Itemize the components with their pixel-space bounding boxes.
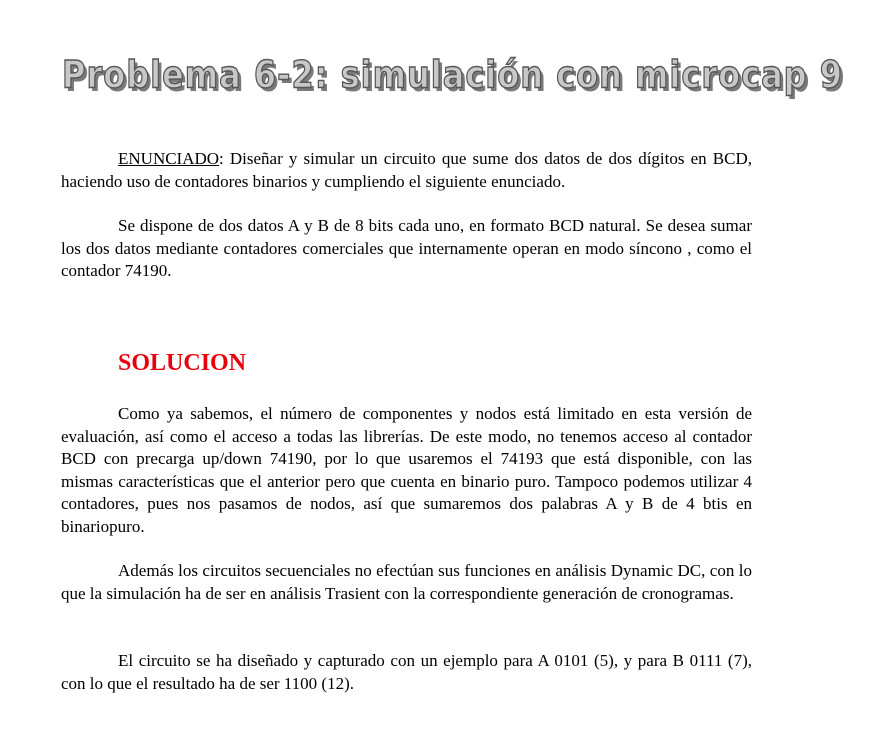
enunciado-paragraph	[61, 148, 752, 193]
enunciado-label: ENUNCIADO	[118, 149, 220, 168]
solution-paragraph-3: El circuito se ha diseñado y capturado con un ejemplo para A 0101 (5), y para B 0111 (7), con lo que el resultado ha de ser 1100 (12).	[61, 651, 752, 693]
document-title: Problema 6-2: simulación con microcap 9	[62, 52, 843, 97]
solution-paragraph-1: Como ya sabemos, el número de componentes y nodos está limitado en esta versión de evaluación, así como el acceso a todas las librerías. De este modo, no tenemos acceso al contador BCD con precarga up/down 74190, por lo que usaremos el 74193 que está disponible, con las mismas características que el anterior pero que cuenta en binario puro. Tampoco podemos utilizar 4 contadores, pues nos pasamos de nodos, así que sumaremos dos palabras A y B de 4 btis en binariopuro.	[61, 404, 752, 536]
data-description-paragraph: Se dispone de dos datos A y B de 8 bits cada uno, en formato BCD natural. Se desea sumar los dos datos mediante contadores comerciales que internamente operan en modo síncono , como el contador 74190.	[61, 216, 752, 280]
solution-paragraph-2: Además los circuitos secuenciales no efectúan sus funciones en análisis Dynamic DC, con lo que la simulación ha de ser en análisis Trasient con la correspondiente generación de cronogramas.	[61, 561, 752, 603]
solution-heading: SOLUCION	[118, 350, 247, 376]
enunciado-text: : Diseñar y simular un circuito que sume dos datos de dos dígitos en BCD, haciendo uso de contadores binarios y cumpliendo el siguiente enunciado.	[61, 149, 752, 191]
